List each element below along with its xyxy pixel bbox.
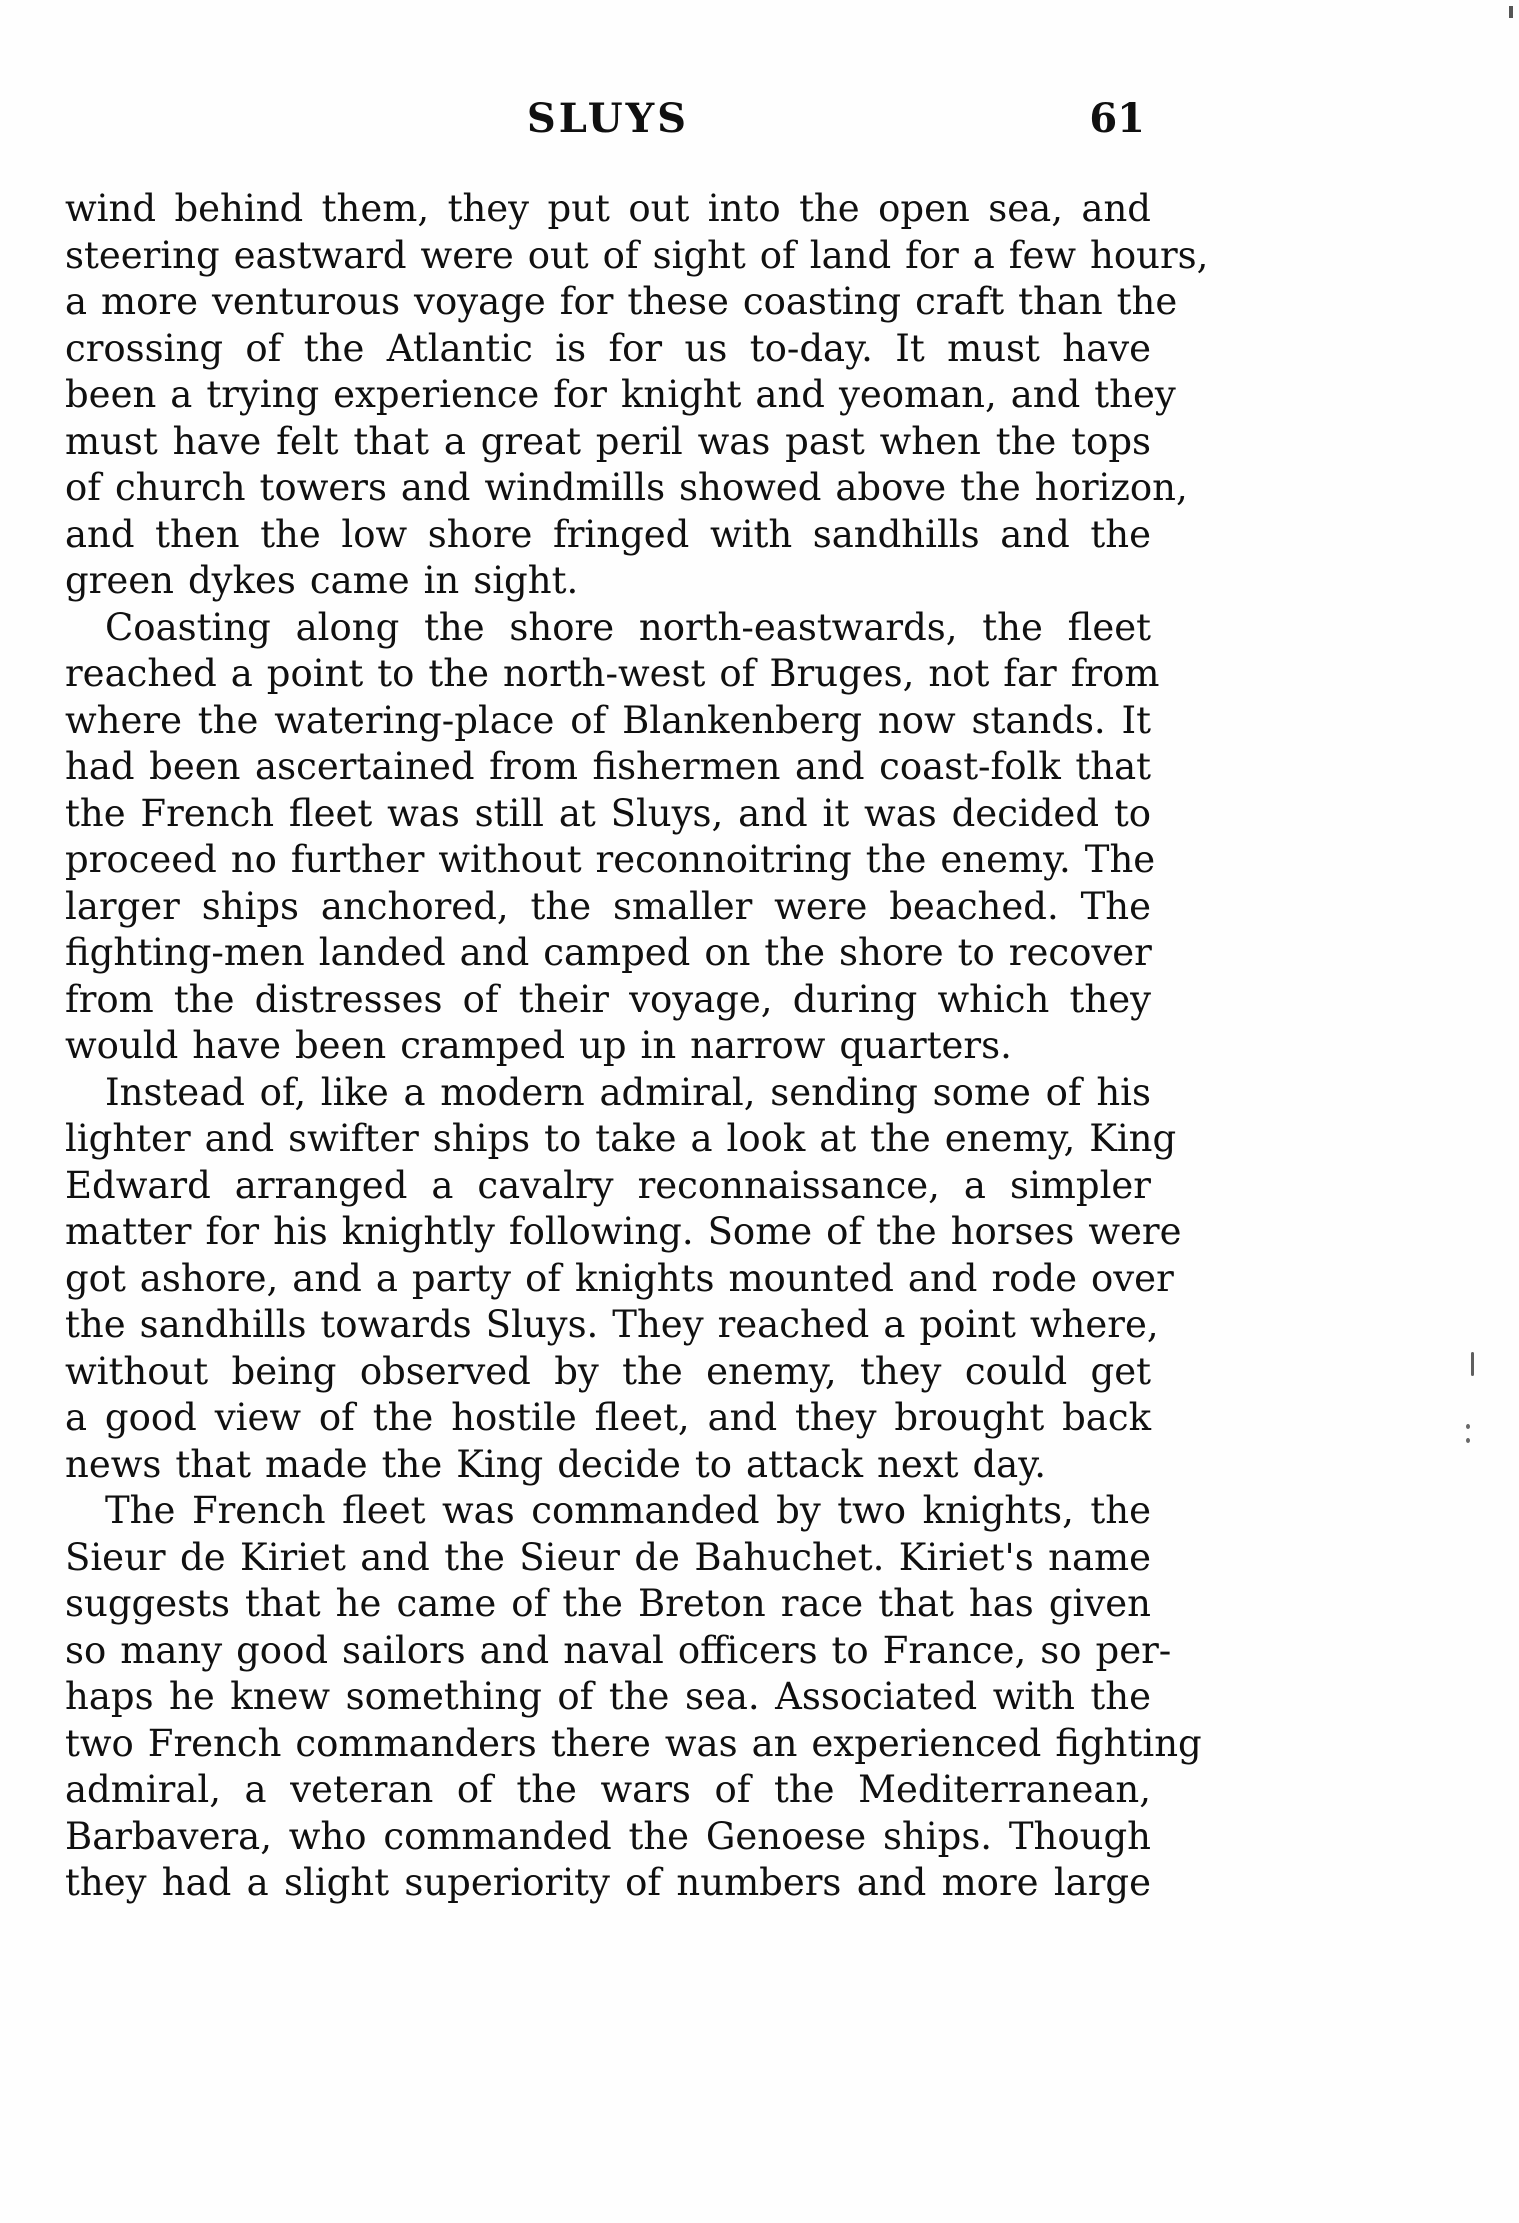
text-line: where the watering-place of Blankenberg now stands. It — [65, 698, 1151, 742]
text-line: news that made the King decide to attack next day. — [65, 1442, 1046, 1486]
text-line: The French fleet was commanded by two knights, the — [105, 1489, 1151, 1532]
text-line: Sieur de Kiriet and the Sieur de Bahuchet. Kiriet's name — [65, 1535, 1151, 1579]
text-line: larger ships anchored, the smaller were beached. The — [65, 884, 1151, 928]
paragraph — [65, 1070, 1182, 1489]
text-line: proceed no further without reconnoitring the enemy. The — [65, 838, 1156, 881]
paragraph — [65, 605, 1160, 1070]
running-header — [65, 96, 1151, 142]
text-line: had been ascertained from fishermen and coast-folk that — [65, 745, 1151, 788]
page-title: SLUYS — [526, 95, 690, 142]
text-line: they had a slight superiority of numbers and more large — [65, 1861, 1151, 1904]
text-line: wind behind them, they put out into the open sea, and — [65, 187, 1151, 230]
text-line: without being observed by the enemy, they could get — [65, 1349, 1151, 1393]
text-line: lighter and swifter ships to take a look at the enemy, King — [65, 1117, 1177, 1160]
page-body — [65, 186, 1209, 1907]
text-line: green dykes came in sight. — [65, 559, 579, 602]
paragraph — [65, 1488, 1202, 1907]
text-line: steering eastward were out of sight of land for a few hours, — [65, 233, 1209, 277]
text-line: reached a point to the north-west of Bruges, not far from — [65, 652, 1160, 695]
text-line: fighting-men landed and camped on the shore to recover — [65, 931, 1152, 974]
text-line: and then the low shore fringed with sandhills and the — [65, 512, 1151, 556]
text-line: Coasting along the shore north-eastwards, the fleet — [105, 605, 1151, 649]
text-line: must have felt that a great peril was past when the tops — [65, 419, 1151, 463]
paragraph — [65, 186, 1209, 605]
text-line: the sandhills towards Sluys. They reached a point where, — [65, 1303, 1159, 1346]
page-number: 61 — [1089, 95, 1145, 142]
text-line: crossing of the Atlantic is for us to-day. It must have — [65, 326, 1151, 370]
text-line: suggests that he came of the Breton race that has given — [65, 1582, 1151, 1625]
text-line: would have been cramped up in narrow quarters. — [65, 1024, 1012, 1067]
text-line: a good view of the hostile fleet, and they brought back — [65, 1396, 1151, 1439]
text-line: got ashore, and a party of knights mounted and rode over — [65, 1256, 1174, 1300]
text-line: from the distresses of their voyage, during which they — [65, 977, 1151, 1021]
text-line: matter for his knightly following. Some of the horses were — [65, 1210, 1182, 1253]
text-line: haps he knew something of the sea. Associated with the — [65, 1675, 1151, 1718]
text-line: admiral, a veteran of the wars of the Mediterranean, — [65, 1768, 1151, 1811]
text-line: Instead of, like a modern admiral, sending some of his — [105, 1070, 1151, 1114]
scan-artifact — [1466, 1438, 1470, 1443]
scan-artifact — [1471, 1352, 1474, 1376]
scan-artifact — [1466, 1424, 1470, 1429]
text-line: two French commanders there was an experienced fighting — [65, 1721, 1202, 1765]
text-line: Edward arranged a cavalry reconnaissance, a simpler — [65, 1163, 1151, 1207]
text-line: the French fleet was still at Sluys, and it was decided to — [65, 791, 1151, 835]
text-line: so many good sailors and naval officers to France, so per- — [65, 1628, 1172, 1672]
text-line: of church towers and windmills showed above the horizon, — [65, 466, 1188, 509]
scan-artifact — [1509, 6, 1513, 18]
text-line: been a trying experience for knight and yeoman, and they — [65, 373, 1176, 416]
text-line: a more venturous voyage for these coasting craft than the — [65, 280, 1178, 323]
text-line: Barbavera, who commanded the Genoese ships. Though — [65, 1814, 1151, 1858]
